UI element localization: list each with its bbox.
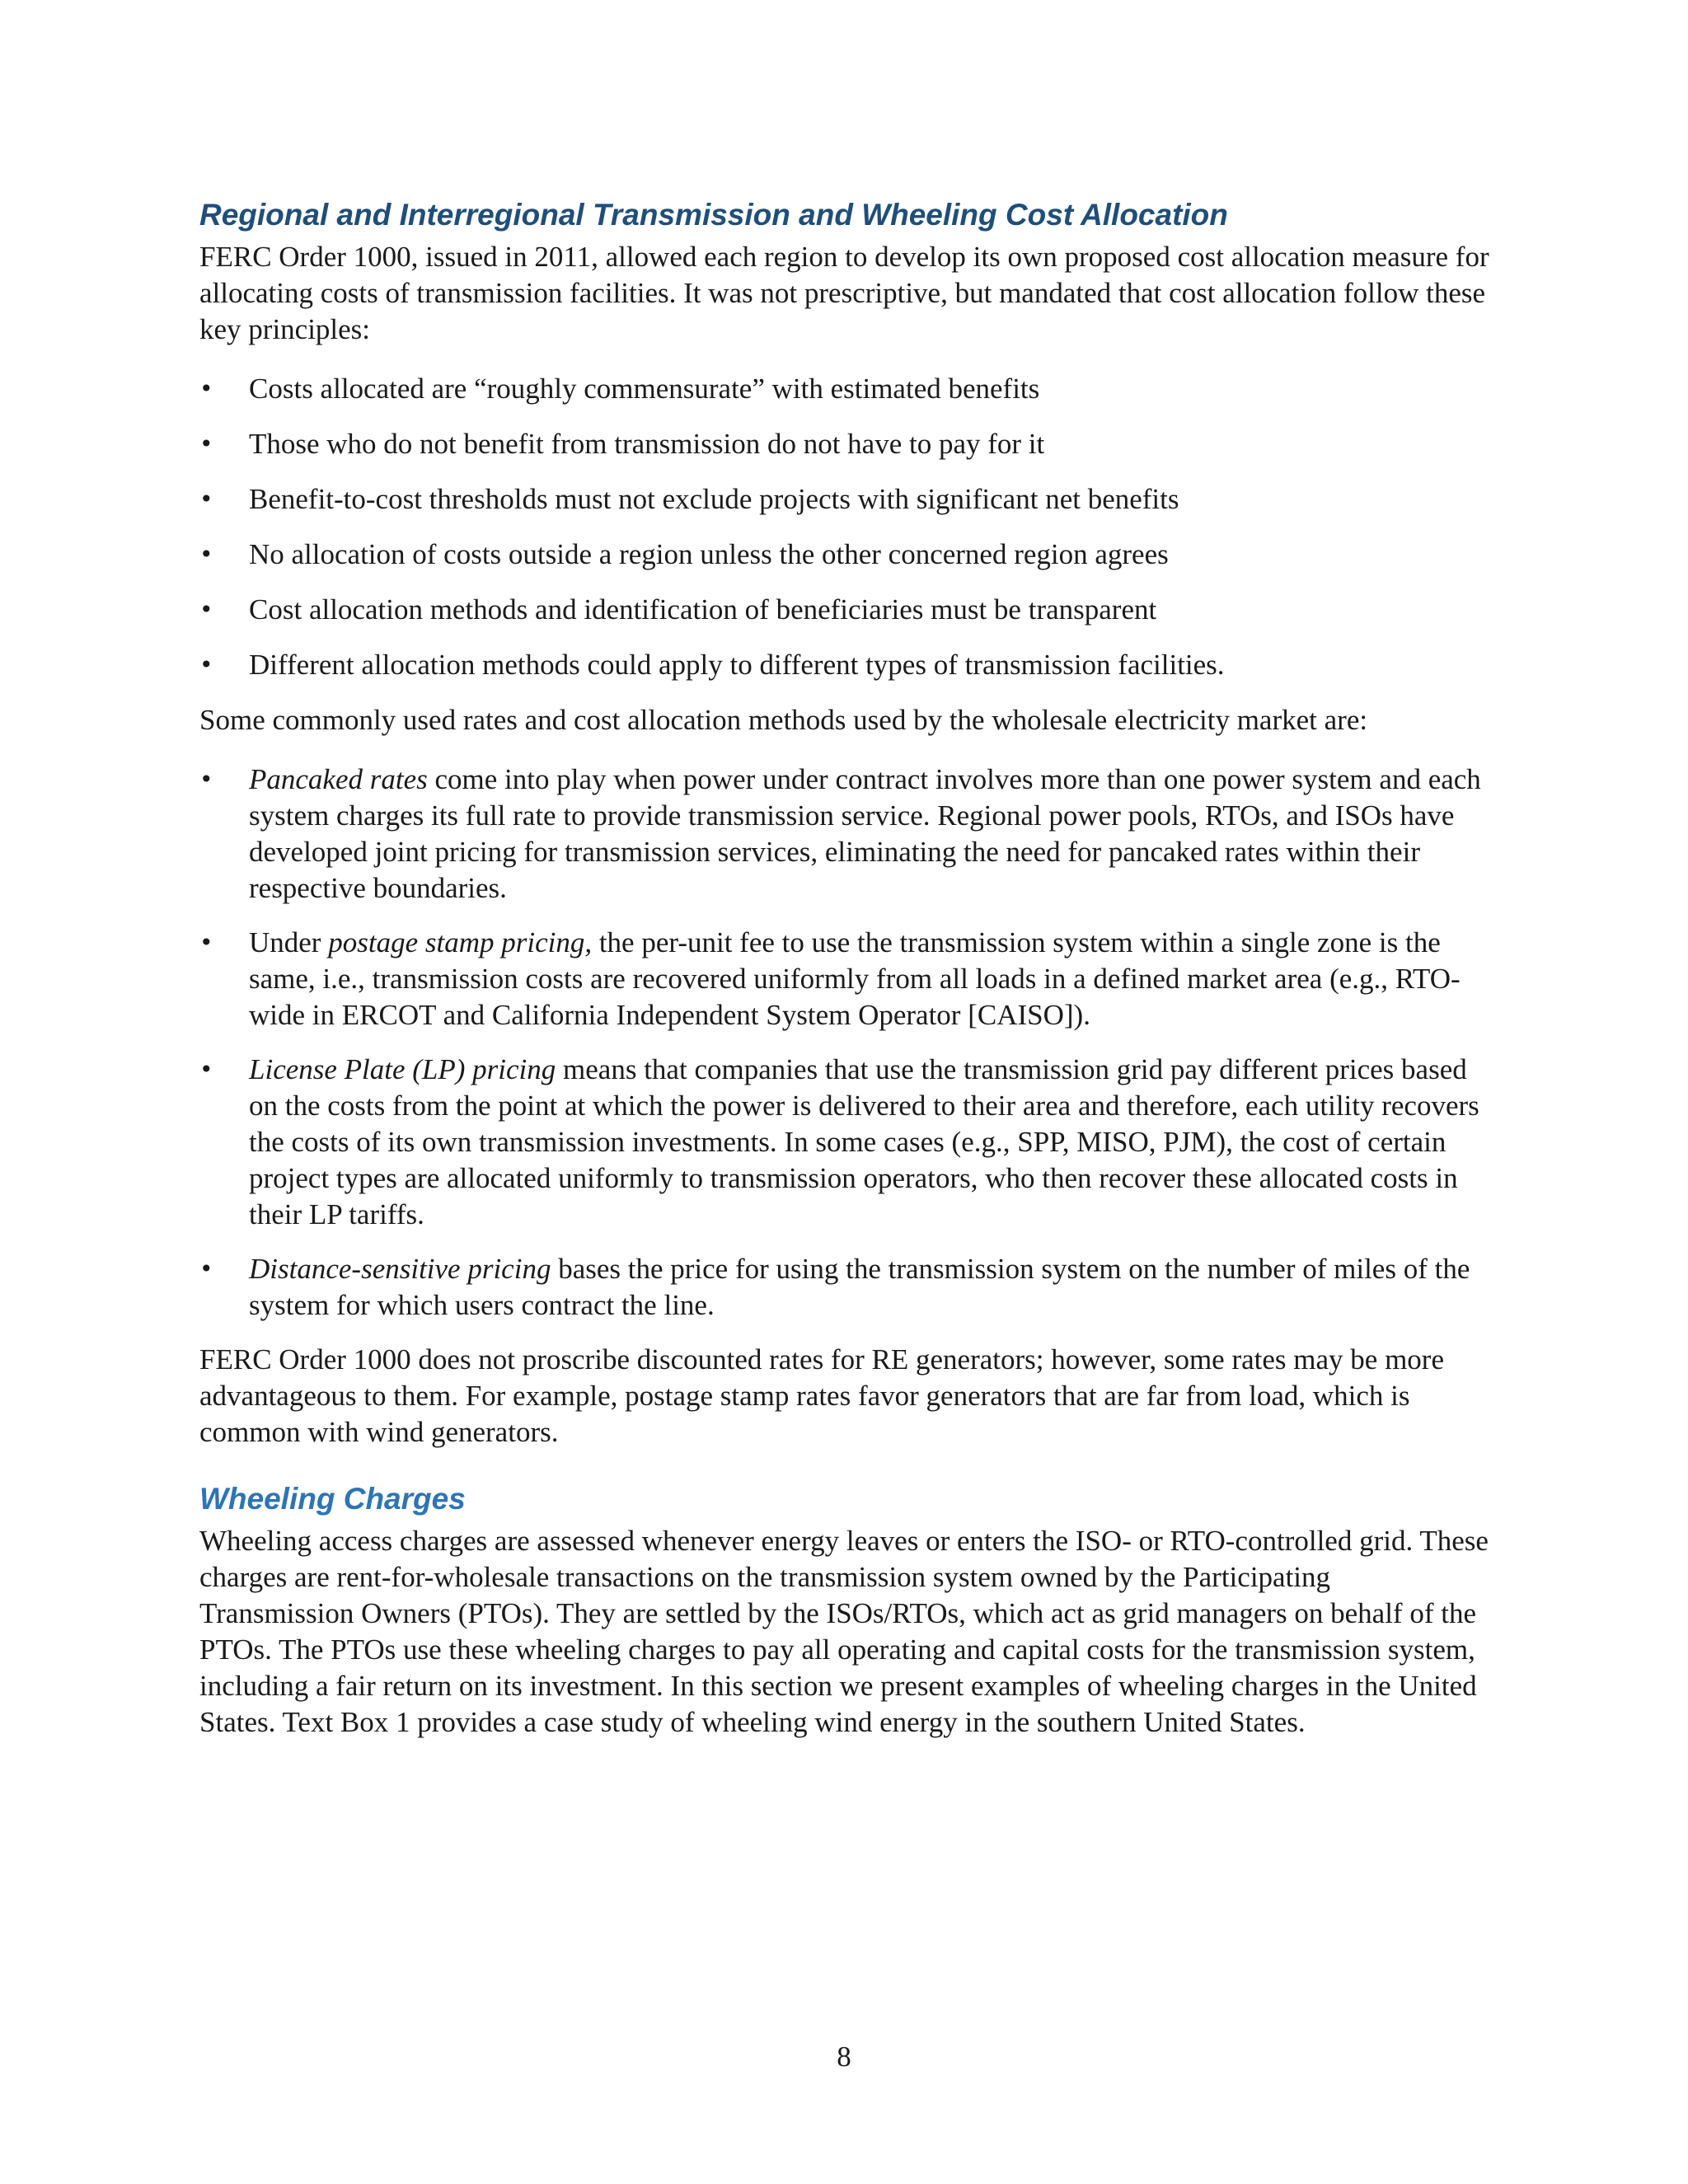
bullet-icon: •: [199, 541, 213, 568]
bullet-icon: •: [199, 430, 213, 457]
principle-item: [199, 537, 1489, 573]
principle-item: [199, 426, 1489, 462]
method-item-pancaked-rates: [199, 762, 1489, 907]
principle-item: [199, 592, 1489, 628]
section-heading-cost-allocation: Regional and Interregional Transmission and Wheeling Cost Allocation: [199, 198, 1228, 232]
method-prefix: Under: [249, 926, 329, 958]
method-term: Distance-sensitive pricing: [249, 1253, 551, 1285]
method-item-license-plate: [199, 1052, 1489, 1233]
principle-text: Those who do not benefit from transmission do not have to pay for it: [249, 428, 1045, 460]
methods-intro-paragraph: Some commonly used rates and cost allocation methods used by the wholesale electricity market are:: [199, 704, 1368, 736]
method-text: come into play when power under contract involves more than one power system and each system charges its full rate to provide transmission service. Regional power pools, RTOs, and ISOs have developed joint pricing for transmission services, eliminating the need for pancaked rates within their respective boundaries.: [249, 763, 1481, 904]
page-content: [199, 196, 1489, 1741]
bullet-icon: •: [199, 596, 213, 623]
section-heading-wheeling-charges: Wheeling Charges: [199, 1482, 466, 1516]
closing-paragraph: FERC Order 1000 does not proscribe discounted rates for RE generators; however, some rates may be more advantageous to them. For example, postage stamp rates favor generators that are far from load, which is common with wind generators.: [199, 1343, 1444, 1448]
wheeling-paragraph: Wheeling access charges are assessed whenever energy leaves or enters the ISO- or RTO-controlled grid. These charges are rent-for-wholesale transactions on the transmission system owned by the Participating Transmission Owners (PTOs). They are settled by the ISOs/RTOs, which act as grid managers on behalf of the PTOs. The PTOs use these wheeling charges to pay all operating and capital costs for the transmission system, including a fair return on its investment. In this section we present examples of wheeling charges in the United States. Text Box 1 provides a case study of wheeling wind energy in the southern United States.: [199, 1525, 1489, 1738]
bullet-icon: •: [199, 651, 213, 678]
principle-text: Cost allocation methods and identification of beneficiaries must be transparent: [249, 593, 1157, 626]
methods-list: [199, 762, 1489, 1324]
principle-item: [199, 481, 1489, 518]
intro-paragraph: FERC Order 1000, issued in 2011, allowed each region to develop its own proposed cost allocation measure for allocating costs of transmission facilities. It was not prescriptive, but mandated that cost allocation follow these key principles:: [199, 241, 1489, 345]
method-text: the per-unit fee to use the transmission system within a single zone is the same, i.e., transmission costs are recovered uniformly from all loads in a defined market area (e.g., RTO-wide in ERCOT and California Independent System Operator [CAISO]).: [249, 926, 1461, 1031]
principle-text: No allocation of costs outside a region unless the other concerned region agrees: [249, 538, 1169, 570]
page-number: 8: [837, 2041, 851, 2073]
bullet-icon: •: [199, 485, 213, 513]
bullet-icon: •: [199, 375, 213, 402]
principle-item: [199, 647, 1489, 683]
bullet-icon: •: [199, 1056, 213, 1083]
bullet-icon: •: [199, 1255, 213, 1282]
method-term: License Plate (LP) pricing: [249, 1053, 556, 1085]
method-text: bases the price for using the transmission system on the number of miles of the system for which users contract the line.: [249, 1253, 1470, 1321]
bullet-icon: •: [199, 766, 213, 793]
principles-list: [199, 371, 1489, 683]
method-item-distance-sensitive: [199, 1251, 1489, 1324]
bullet-icon: •: [199, 929, 213, 956]
method-text: means that companies that use the transmission grid pay different prices based on the costs from the point at which the power is delivered to their area and therefore, each utility recovers the costs of its own transmission investments. In some cases (e.g., SPP, MISO, PJM), the cost of certain project types are allocated uniformly to transmission operators, who then recover these allocated costs in their LP tariffs.: [249, 1053, 1479, 1230]
method-term: Pancaked rates: [249, 763, 428, 795]
principle-text: Costs allocated are “roughly commensurate” with estimated benefits: [249, 373, 1040, 405]
method-term: postage stamp pricing,: [328, 926, 593, 958]
method-item-postage-stamp: [199, 925, 1489, 1033]
principle-item: [199, 371, 1489, 407]
principle-text: Different allocation methods could apply to different types of transmission facilities.: [249, 649, 1225, 681]
principle-text: Benefit-to-cost thresholds must not exclude projects with significant net benefits: [249, 483, 1179, 515]
